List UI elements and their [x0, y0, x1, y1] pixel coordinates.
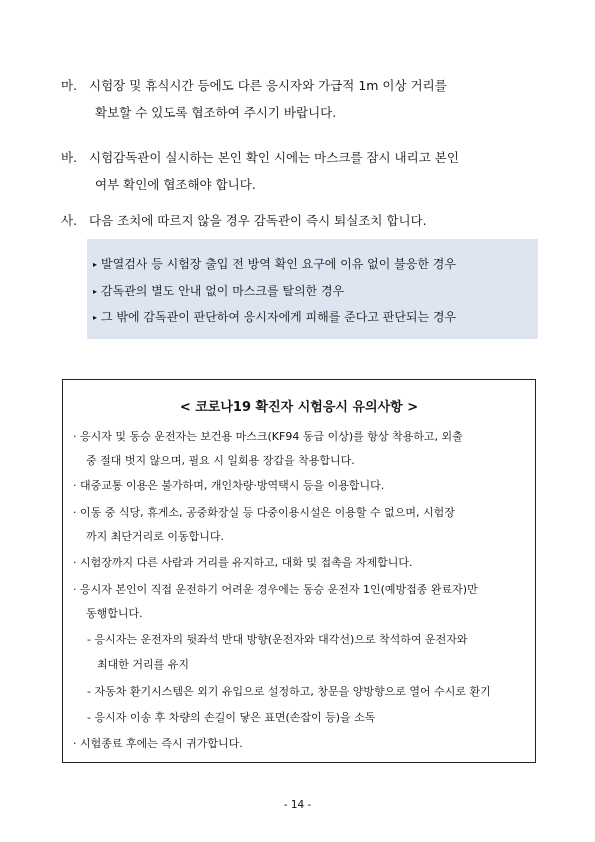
bullet-text: 감독관의 별도 안내 없이 마스크를 탈의한 경우	[101, 284, 345, 298]
item-ba-text2: 여부 확인에 협조해야 합니다.	[95, 177, 256, 192]
triangle-bullet-icon: ▸	[93, 313, 98, 322]
item-ba-marker: 바.	[61, 150, 78, 165]
bullet-item	[93, 308, 456, 325]
notice-line: · 응시자 본인이 직접 운전하기 어려운 경우에는 동승 운전자 1인(예방접종 완료자)만	[73, 583, 478, 596]
item-sa-marker: 사.	[61, 213, 78, 228]
item-ma-marker: 마.	[61, 78, 78, 93]
notice-line: 동행합니다.	[86, 607, 143, 620]
item-ma-text1: 시험장 및 휴식시간 등에도 다른 응시자와 가급적 1m 이상 거리를	[89, 78, 447, 93]
notice-line: · 대중교통 이용은 불가하며, 개인차량·방역택시 등을 이용합니다.	[73, 479, 385, 492]
item-ma-line1	[61, 72, 537, 99]
notice-line: - 자동차 환기시스템은 외기 유입으로 설정하고, 창문을 양방향으로 열어 수시로 환기	[87, 685, 491, 698]
covid-notice-box	[62, 379, 536, 763]
page-number: - 14 -	[283, 799, 312, 811]
notice-line: - 응시자는 운전자의 뒷좌석 반대 방향(운전자와 대각선)으로 착석하여 운전자와	[87, 633, 468, 646]
bullet-item	[93, 282, 344, 299]
triangle-bullet-icon: ▸	[93, 260, 98, 269]
item-ba	[61, 144, 537, 198]
notice-line: · 시험종료 후에는 즉시 귀가합니다.	[73, 737, 243, 750]
notice-line: · 응시자 및 동승 운전자는 보건용 마스크(KF94 동급 이상)를 항상 착용하고, 외출	[73, 430, 463, 443]
item-ba-text1: 시험감독관이 실시하는 본인 확인 시에는 마스크를 잠시 내리고 본인	[89, 150, 459, 165]
notice-line: · 이동 중 식당, 휴게소, 공중화장실 등 다중이용시설은 이용할 수 없으며, 시험장	[73, 506, 455, 519]
bullet-item	[93, 255, 456, 272]
bullet-text: 발열검사 등 시험장 출입 전 방역 확인 요구에 이유 없이 불응한 경우	[101, 257, 456, 271]
notice-line: - 응시자 이송 후 차량의 손길이 닿은 표면(손잡이 등)을 소독	[87, 711, 376, 724]
notice-line: 최대한 거리를 유지	[97, 658, 190, 671]
bullet-text: 그 밖에 감독관이 판단하여 응시자에게 피해를 준다고 판단되는 경우	[101, 310, 457, 324]
triangle-bullet-icon: ▸	[93, 287, 98, 296]
item-sa-line1	[61, 207, 537, 234]
item-sa-text1: 다음 조치에 따르지 않을 경우 감독관이 즉시 퇴실조치 합니다.	[89, 213, 427, 228]
notice-line: 까지 최단거리로 이동합니다.	[86, 530, 225, 543]
notice-line: · 시험장까지 다른 사람과 거리를 유지하고, 대화 및 접촉을 자제합니다.	[73, 556, 413, 569]
item-sa	[61, 207, 537, 234]
notice-line: 중 절대 벗지 않으며, 필요 시 일회용 장갑을 착용합니다.	[86, 454, 355, 467]
item-ba-line1	[61, 144, 537, 171]
notice-title: < 코로나19 확진자 시험응시 유의사항 >	[179, 400, 419, 415]
item-ma-text2: 확보할 수 있도록 협조하여 주시기 바랍니다.	[95, 105, 337, 120]
item-ma	[61, 72, 537, 126]
dismissal-conditions-box	[87, 239, 538, 339]
